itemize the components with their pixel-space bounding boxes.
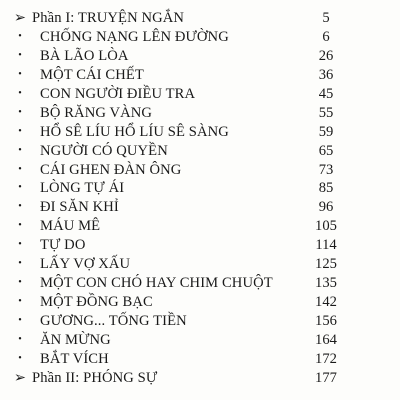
bullet-icon: • — [18, 277, 22, 289]
toc-entry-title: MÁU MÊ — [40, 218, 101, 235]
toc-page-number: 6 — [322, 28, 330, 45]
toc-entry-title: ĂN MỪNG — [40, 331, 111, 348]
toc-entry-title: NGƯỜI CÓ QUYỀN — [40, 142, 168, 159]
toc-entry-title: MỘT CÁI CHẾT — [40, 66, 144, 83]
toc-entry — [0, 47, 400, 66]
bullet-icon: • — [18, 352, 22, 364]
toc-page-number: 172 — [315, 350, 337, 367]
toc-entry — [0, 217, 400, 236]
toc-entry — [0, 274, 400, 293]
toc-entry-title: LẤY VỢ XẤU — [40, 256, 131, 273]
bullet-icon: • — [18, 49, 22, 61]
toc-entry — [0, 293, 400, 312]
toc-entry-title: TỰ DO — [40, 237, 86, 254]
bullet-icon: • — [18, 182, 22, 194]
toc-entry — [0, 350, 400, 369]
toc-entry — [0, 142, 400, 161]
toc-entry — [0, 66, 400, 85]
toc-entry — [0, 28, 400, 47]
toc-page-number: 65 — [318, 142, 334, 159]
toc-page-number: 125 — [315, 256, 337, 273]
toc-page-number: 96 — [318, 199, 334, 216]
toc-page-number: 85 — [318, 180, 334, 197]
toc-entry-title: Phần II: PHÓNG SỰ — [32, 369, 158, 386]
toc-page-number: 142 — [315, 294, 337, 311]
arrow-icon: ➢ — [13, 369, 27, 386]
toc-entry-title: MỘT CON CHÓ HAY CHIM CHUỘT — [40, 275, 273, 292]
bullet-icon: • — [18, 106, 22, 118]
toc-entry — [0, 161, 400, 180]
toc-page-number: 164 — [315, 331, 337, 348]
toc-entry — [0, 123, 400, 142]
toc-page-number: 26 — [318, 47, 334, 64]
bullet-icon: • — [18, 30, 22, 42]
toc-page-number: 55 — [318, 104, 334, 121]
toc-entry — [0, 104, 400, 123]
toc-entry-title: HỔ SÊ LÍU HỔ LÍU SÊ SÀNG — [40, 123, 229, 140]
bullet-icon: • — [18, 239, 22, 251]
toc-entry-title: CHỐNG NẠNG LÊN ĐƯỜNG — [40, 28, 229, 45]
toc-entry — [0, 255, 400, 274]
toc-page-number: 5 — [322, 10, 330, 26]
toc-entry-title: MỘT ĐỒNG BẠC — [40, 294, 153, 311]
toc-page-number: 59 — [318, 123, 334, 140]
toc-entry — [0, 236, 400, 255]
toc-page-number: 114 — [315, 237, 337, 254]
toc-page-number: 105 — [315, 218, 337, 235]
toc-entry — [0, 198, 400, 217]
bullet-icon: • — [18, 87, 22, 99]
bullet-icon: • — [18, 163, 22, 175]
toc-entry — [0, 85, 400, 104]
bullet-icon: • — [18, 144, 22, 156]
bullet-icon: • — [18, 296, 22, 308]
bullet-icon: • — [18, 315, 22, 326]
toc-entry-title: CÁI GHEN ĐÀN ÔNG — [40, 161, 182, 178]
bullet-icon: • — [18, 201, 22, 213]
toc-entry-title: ĐI SĂN KHỈ — [40, 199, 119, 216]
toc-entry-title: Phần I: TRUYỆN NGẮN — [32, 10, 185, 26]
table-of-contents — [0, 9, 400, 388]
toc-entry-title: LÒNG TỰ ÁI — [40, 180, 125, 197]
toc-page-number: 45 — [318, 85, 334, 102]
toc-entry-title: BẮT VÍCH — [40, 350, 109, 367]
toc-entry-title: BỘ RĂNG VÀNG — [40, 104, 153, 121]
toc-part-heading — [0, 369, 400, 388]
toc-page-number: 73 — [318, 161, 334, 178]
arrow-icon: ➢ — [13, 10, 27, 26]
bullet-icon: • — [18, 125, 22, 137]
toc-page-number: 156 — [315, 313, 337, 329]
toc-page-number: 135 — [315, 275, 337, 292]
bullet-icon: • — [18, 333, 22, 345]
toc-entry-title: CON NGƯỜI ĐIỀU TRA — [40, 85, 196, 102]
toc-entry-title: BÀ LÃO LÒA — [40, 47, 129, 64]
toc-page-number: 177 — [315, 369, 337, 386]
bullet-icon: • — [18, 220, 22, 232]
toc-entry — [0, 312, 400, 331]
toc-part-heading — [0, 9, 400, 28]
toc-entry-title: GƯƠNG... TỐNG TIỀN — [40, 313, 187, 329]
toc-page-number: 36 — [318, 66, 334, 83]
toc-entry — [0, 179, 400, 198]
toc-entry — [0, 331, 400, 350]
bullet-icon: • — [18, 68, 22, 80]
bullet-icon: • — [18, 258, 22, 270]
